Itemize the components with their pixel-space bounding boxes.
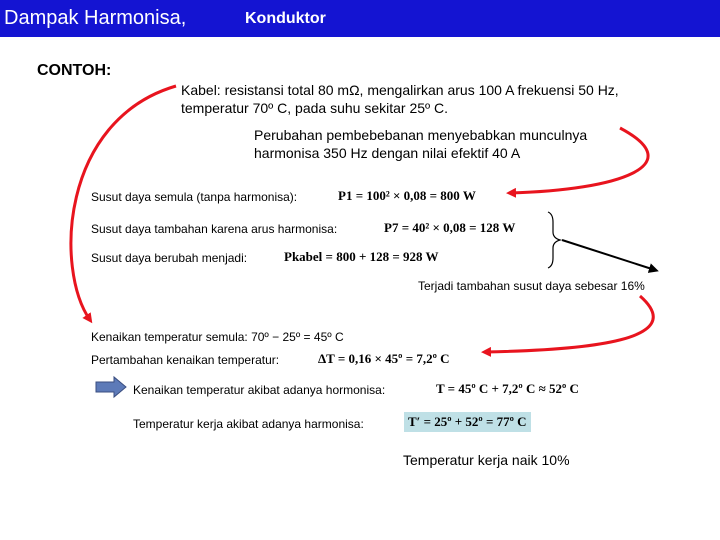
right-arrow-icon	[96, 377, 126, 397]
loss-brace	[548, 212, 560, 268]
original-loss-label: Susut daya semula (tanpa harmonisa):	[91, 190, 298, 204]
harmonic-temp-equation: T = 45º C + 7,2º C ≈ 52º C	[436, 381, 579, 396]
harmonic-temp-label: Kenaikan temperatur akibat adanya hormonisa:	[133, 383, 386, 397]
original-loss-equation: P1 = 100² × 0,08 = 800 W	[338, 188, 476, 203]
working-temp-equation: T′ = 25º + 52º = 77º C	[404, 412, 531, 432]
slide-subtitle: Konduktor	[245, 10, 326, 27]
problem-line-2: temperatur 70º C, pada suhu sekitar 25º C.	[181, 100, 449, 116]
additional-loss-label: Susut daya tambahan karena arus harmonisa:	[91, 222, 338, 236]
red-arrow-temp-increase	[485, 296, 653, 352]
problem-line-1: Kabel: resistansi total 80 mΩ, mengalirkan arus 100 A frekuensi 50 Hz,	[181, 82, 619, 98]
red-arrow-temperature	[71, 86, 176, 320]
additional-temp-label: Pertambahan kenaikan temperatur:	[91, 353, 280, 367]
changed-loss-label: Susut daya berubah menjadi:	[91, 251, 248, 265]
additional-loss-equation: P7 = 40² × 0,08 = 128 W	[384, 220, 516, 235]
loss-increase-note: Terjadi tambahan susut daya sebesar 16%	[418, 279, 645, 293]
working-temp-increase-note: Temperatur kerja naik 10%	[403, 452, 570, 468]
black-arrow-loss-increase	[562, 240, 655, 270]
additional-temp-equation: ΔT = 0,16 × 45º = 7,2º C	[318, 351, 450, 366]
working-temp-label: Temperatur kerja akibat adanya harmonisa:	[133, 417, 364, 431]
change-line-1: Perubahan pembebebanan menyebabkan munculnya	[254, 127, 588, 143]
example-label: CONTOH:	[37, 62, 112, 79]
red-arrow-original-loss	[510, 128, 648, 193]
change-line-2: harmonisa 350 Hz dengan nilai efektif 40 A	[254, 145, 521, 161]
original-temp-rise: Kenaikan temperatur semula: 70º − 25º = 45º C	[91, 330, 344, 344]
slide-title: Dampak Harmonisa,	[4, 7, 187, 29]
changed-loss-equation: Pkabel = 800 + 128 = 928 W	[284, 249, 439, 264]
